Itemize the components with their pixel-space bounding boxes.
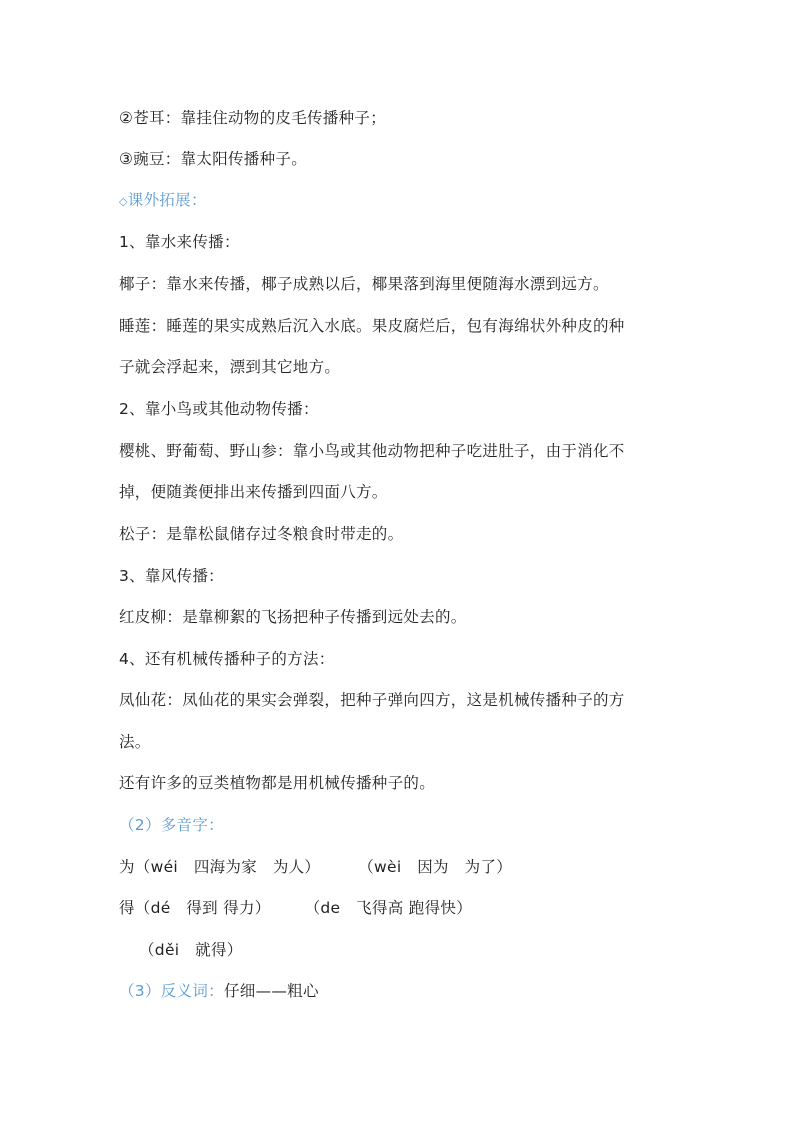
polyphone-line xyxy=(119,898,472,918)
polyphone-line: （děi 就得） xyxy=(139,941,243,959)
text-line: 椰子：靠水来传播，椰子成熟以后，椰果落到海里便随海水漂到远方。 xyxy=(119,275,609,293)
text-line: 凤仙花：凤仙花的果实会弹裂，把种子弹向四方，这是机械传播种子的方 xyxy=(119,691,625,709)
polyphone-reading: （wèi 因为 为了） xyxy=(358,858,513,876)
antonym-label: （3）反义词： xyxy=(119,982,224,1000)
section-heading-label: 课外拓展： xyxy=(127,191,207,209)
text-line: 樱桃、野葡萄、野山参：靠小鸟或其他动物把种子吃进肚子，由于消化不 xyxy=(119,442,625,460)
text-line: 掉，便随粪便排出来传播到四面八方。 xyxy=(119,483,388,501)
polyphone-line xyxy=(119,857,512,877)
text-line: 4、还有机械传播种子的方法： xyxy=(119,650,335,668)
antonym-line xyxy=(119,981,319,1001)
text-line: ③豌豆：靠太阳传播种子。 xyxy=(119,150,307,168)
text-line: 2、靠小鸟或其他动物传播： xyxy=(119,400,319,418)
polyphone-reading: （de 飞得高 跑得快） xyxy=(304,899,473,917)
text-line: 松子：是靠松鼠储存过冬粮食时带走的。 xyxy=(119,525,404,543)
antonym-pair: 仔细——粗心 xyxy=(223,982,319,1000)
text-line: 红皮柳：是靠柳絮的飞扬把种子传播到远处去的。 xyxy=(119,608,467,626)
text-line: 1、靠水来传播： xyxy=(119,233,240,251)
diamond-icon: ◇ xyxy=(119,195,128,208)
text-line: 3、靠风传播： xyxy=(119,567,224,585)
polyphone-reading: 为（wéi 四海为家 为人） xyxy=(119,858,321,876)
polyphone-reading: 得（dé 得到 得力） xyxy=(119,899,271,917)
section-heading xyxy=(119,190,207,212)
text-line: 法。 xyxy=(119,733,151,751)
text-line: 睡莲：睡莲的果实成熟后沉入水底。果皮腐烂后，包有海绵状外种皮的种 xyxy=(119,317,625,335)
text-line: 子就会浮起来，漂到其它地方。 xyxy=(119,358,341,376)
text-line: 还有许多的豆类植物都是用机械传播种子的。 xyxy=(119,774,436,792)
text-line: ②苍耳：靠挂住动物的皮毛传播种子； xyxy=(119,109,386,127)
section-heading: （2）多音字： xyxy=(119,816,224,834)
